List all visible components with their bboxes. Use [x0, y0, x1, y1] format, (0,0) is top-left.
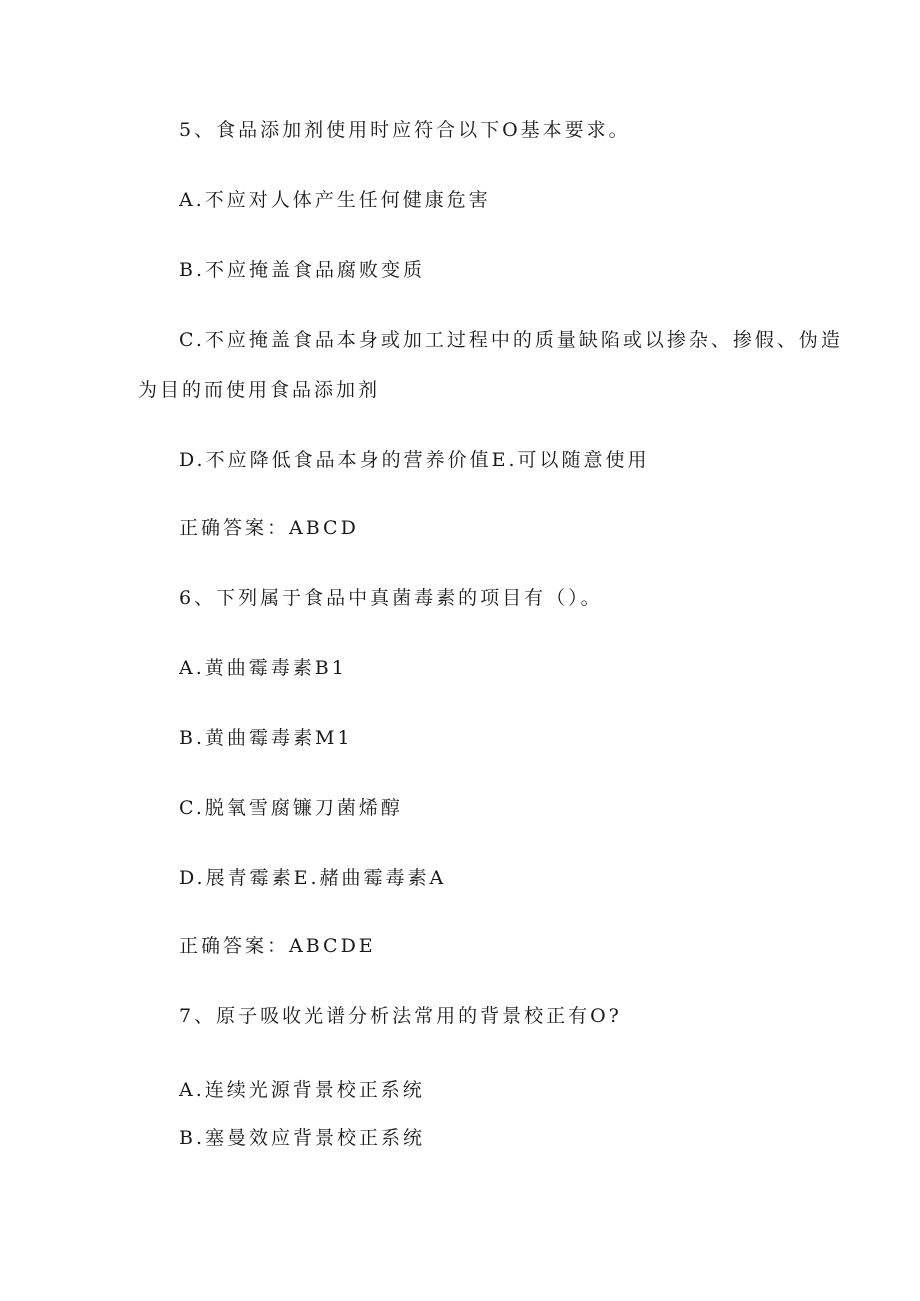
- question-6-option-a: A.黄曲霉毒素B1: [179, 657, 347, 679]
- question-6-option-c: C.脱氧雪腐镰刀菌烯醇: [179, 797, 403, 819]
- question-5-option-b: B.不应掩盖食品腐败变质: [179, 259, 426, 281]
- question-5-answer: 正确答案：ABCD: [179, 517, 359, 539]
- question-5-stem: 5、食品添加剂使用时应符合以下O基本要求。: [179, 119, 631, 141]
- question-5-option-a: A.不应对人体产生任何健康危害: [179, 189, 491, 211]
- question-5-option-c-continued: 为目的而使用食品添加剂: [138, 379, 381, 401]
- question-7-stem: 7、原子吸收光谱分析法常用的背景校正有O?: [179, 1005, 622, 1027]
- question-6-option-b: B.黄曲霉毒素M1: [179, 727, 353, 749]
- question-5-option-d-e: D.不应降低食品本身的营养价值E.可以随意使用: [179, 449, 650, 471]
- question-6-answer: 正确答案：ABCDE: [179, 935, 376, 957]
- question-6-option-d-e: D.展青霉素E.赭曲霉毒素A: [179, 867, 447, 889]
- question-7-option-b: B.塞曼效应背景校正系统: [179, 1127, 426, 1149]
- question-7-option-a: A.连续光源背景校正系统: [179, 1079, 425, 1101]
- question-5-option-c: C.不应掩盖食品本身或加工过程中的质量缺陷或以掺杂、掺假、伪造: [179, 329, 843, 351]
- question-6-stem: 6、下列属于食品中真菌毒素的项目有（）。: [179, 587, 603, 609]
